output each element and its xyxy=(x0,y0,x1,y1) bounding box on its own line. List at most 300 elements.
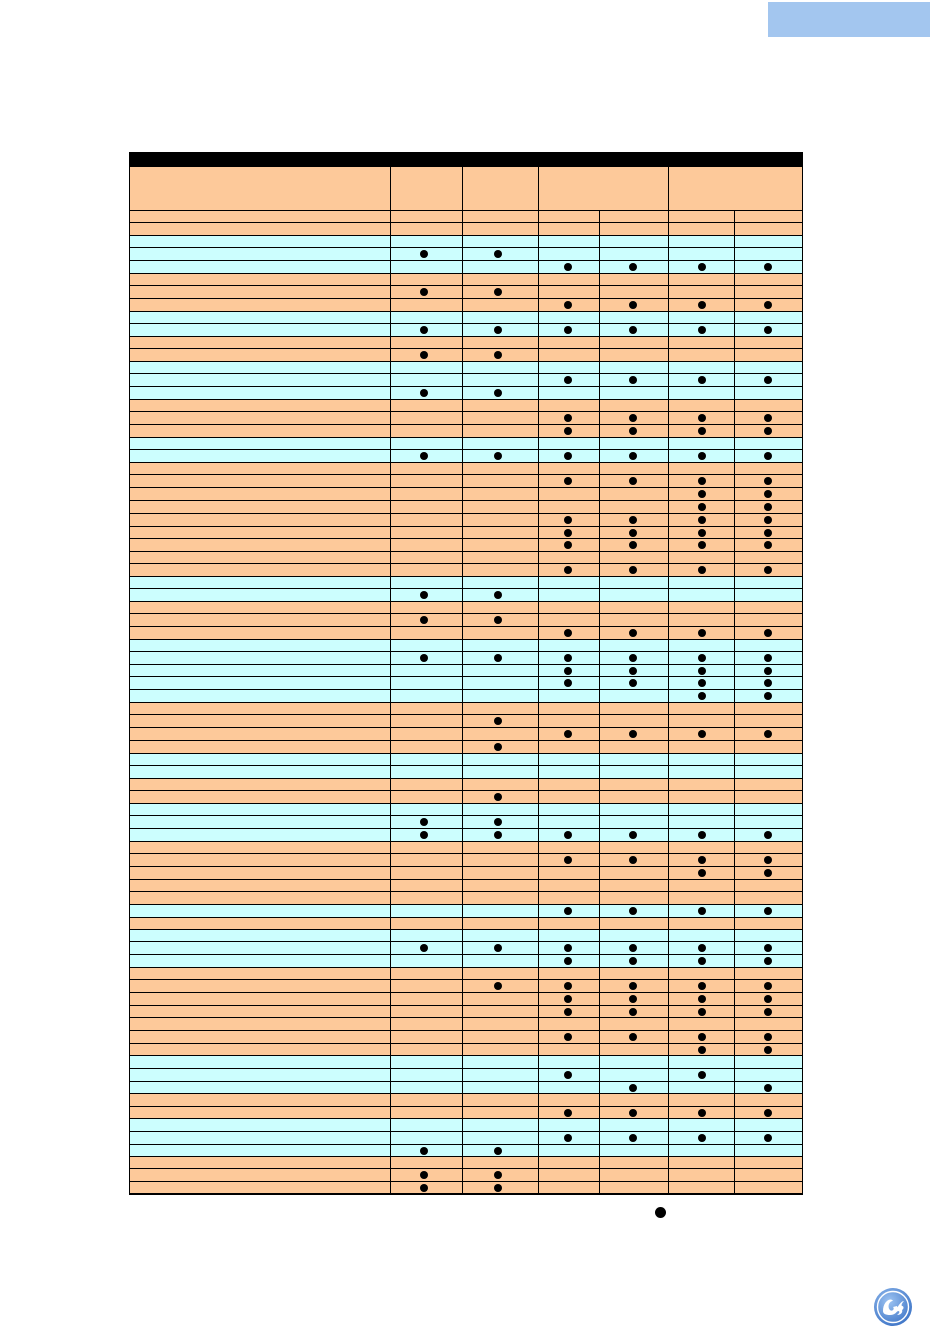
availability-dot-icon xyxy=(698,1008,706,1016)
column-divider xyxy=(390,665,391,676)
column-divider xyxy=(462,552,463,563)
column-divider xyxy=(599,741,600,753)
availability-dot-icon xyxy=(629,427,637,435)
column-divider xyxy=(538,640,539,651)
column-divider xyxy=(462,842,463,853)
column-divider xyxy=(599,539,600,551)
column-divider xyxy=(599,754,600,765)
availability-dot-icon xyxy=(420,654,428,662)
table-row xyxy=(130,867,802,880)
availability-dot-icon xyxy=(564,376,572,384)
column-divider xyxy=(668,1006,669,1017)
column-divider xyxy=(599,400,600,411)
column-divider xyxy=(538,223,539,235)
column-divider xyxy=(538,754,539,765)
availability-dot-icon xyxy=(629,907,637,915)
column-divider xyxy=(599,337,600,348)
column-divider xyxy=(462,167,463,210)
column-divider xyxy=(668,804,669,815)
availability-dot-icon xyxy=(629,654,637,662)
column-divider xyxy=(462,248,463,260)
column-divider xyxy=(390,286,391,298)
column-divider xyxy=(538,1132,539,1144)
column-divider xyxy=(538,337,539,348)
column-divider xyxy=(734,640,735,651)
availability-dot-icon xyxy=(494,743,502,751)
column-divider xyxy=(390,514,391,526)
column-divider xyxy=(462,1031,463,1043)
column-divider xyxy=(734,400,735,411)
column-divider xyxy=(668,1145,669,1156)
column-divider xyxy=(668,728,669,740)
availability-dot-icon xyxy=(698,326,706,334)
table-row xyxy=(130,475,802,488)
table-row xyxy=(130,1145,802,1157)
column-divider xyxy=(734,791,735,803)
availability-dot-icon xyxy=(629,1134,637,1142)
column-divider xyxy=(734,211,735,222)
availability-dot-icon xyxy=(698,907,706,915)
table-row xyxy=(130,387,802,400)
column-divider xyxy=(599,488,600,500)
availability-dot-icon xyxy=(564,263,572,271)
availability-dot-icon xyxy=(420,831,428,839)
column-divider xyxy=(462,690,463,702)
column-divider xyxy=(538,980,539,992)
column-divider xyxy=(390,501,391,513)
table-row xyxy=(130,236,802,248)
availability-dot-icon xyxy=(629,1109,637,1117)
column-divider xyxy=(462,854,463,866)
availability-dot-icon xyxy=(420,326,428,334)
availability-dot-icon xyxy=(698,1071,706,1079)
availability-dot-icon xyxy=(564,629,572,637)
table-row xyxy=(130,1157,802,1169)
column-divider xyxy=(462,527,463,538)
column-divider xyxy=(538,867,539,879)
availability-dot-icon xyxy=(764,566,772,574)
table-row xyxy=(130,614,802,627)
column-divider xyxy=(599,577,600,588)
column-divider xyxy=(390,589,391,601)
availability-dot-icon xyxy=(629,982,637,990)
column-divider xyxy=(390,261,391,273)
availability-dot-icon xyxy=(420,944,428,952)
column-divider xyxy=(462,1018,463,1030)
column-divider xyxy=(734,450,735,462)
table-row xyxy=(130,829,802,842)
table-row xyxy=(130,1119,802,1132)
availability-dot-icon xyxy=(494,793,502,801)
table-row xyxy=(130,450,802,463)
column-divider xyxy=(390,791,391,803)
column-divider xyxy=(668,1107,669,1118)
column-divider xyxy=(599,993,600,1005)
column-divider xyxy=(462,349,463,361)
column-divider xyxy=(462,400,463,411)
column-divider xyxy=(462,791,463,803)
table-row xyxy=(130,514,802,527)
availability-dot-icon xyxy=(564,907,572,915)
availability-dot-icon xyxy=(564,452,572,460)
column-divider xyxy=(462,211,463,222)
column-divider xyxy=(668,602,669,613)
ge-logo-icon xyxy=(873,1287,913,1327)
availability-dot-icon xyxy=(698,427,706,435)
column-divider xyxy=(599,892,600,904)
column-divider xyxy=(734,854,735,866)
column-divider xyxy=(668,867,669,879)
column-divider xyxy=(390,1056,391,1068)
column-divider xyxy=(599,349,600,361)
column-divider xyxy=(734,715,735,727)
column-divider xyxy=(390,627,391,639)
column-divider xyxy=(668,412,669,424)
column-divider xyxy=(734,248,735,260)
column-divider xyxy=(390,223,391,235)
column-divider xyxy=(734,1169,735,1181)
column-divider xyxy=(538,842,539,853)
column-divider xyxy=(599,1145,600,1156)
column-divider xyxy=(462,1145,463,1156)
column-divider xyxy=(390,1169,391,1181)
availability-dot-icon xyxy=(494,288,502,296)
column-divider xyxy=(668,842,669,853)
column-divider xyxy=(462,514,463,526)
availability-dot-icon xyxy=(494,818,502,826)
column-divider xyxy=(734,905,735,917)
column-divider xyxy=(599,450,600,462)
availability-dot-icon xyxy=(698,831,706,839)
column-divider xyxy=(390,993,391,1005)
table-row xyxy=(130,299,802,312)
availability-dot-icon xyxy=(564,982,572,990)
column-divider xyxy=(734,312,735,323)
column-divider xyxy=(599,779,600,790)
column-divider xyxy=(538,942,539,954)
availability-dot-icon xyxy=(698,566,706,574)
column-divider xyxy=(462,766,463,778)
column-divider xyxy=(668,829,669,841)
column-divider xyxy=(538,488,539,500)
availability-dot-icon xyxy=(764,376,772,384)
column-divider xyxy=(599,968,600,979)
column-divider xyxy=(668,438,669,449)
column-divider xyxy=(599,1082,600,1093)
availability-dot-icon xyxy=(764,326,772,334)
column-divider xyxy=(599,552,600,563)
column-divider xyxy=(390,1157,391,1168)
column-divider xyxy=(599,374,600,386)
column-divider xyxy=(734,1157,735,1168)
availability-dot-icon xyxy=(629,629,637,637)
column-divider xyxy=(668,564,669,576)
availability-dot-icon xyxy=(698,944,706,952)
table-row xyxy=(130,1169,802,1182)
availability-dot-icon xyxy=(764,957,772,965)
column-divider xyxy=(462,892,463,904)
column-divider xyxy=(668,425,669,437)
availability-dot-icon xyxy=(564,944,572,952)
column-divider xyxy=(390,552,391,563)
column-divider xyxy=(734,1182,735,1193)
column-divider xyxy=(599,1018,600,1030)
availability-dot-icon xyxy=(564,1008,572,1016)
column-divider xyxy=(390,539,391,551)
column-divider xyxy=(462,425,463,437)
column-divider xyxy=(734,564,735,576)
availability-dot-icon xyxy=(564,427,572,435)
column-divider xyxy=(390,167,391,210)
column-divider xyxy=(390,880,391,891)
column-divider xyxy=(390,1044,391,1055)
availability-dot-icon xyxy=(698,730,706,738)
column-divider xyxy=(668,1082,669,1093)
column-divider xyxy=(668,1182,669,1193)
column-divider xyxy=(462,362,463,373)
column-divider xyxy=(462,955,463,967)
column-divider xyxy=(462,1082,463,1093)
column-divider xyxy=(462,715,463,727)
availability-dot-icon xyxy=(629,730,637,738)
table-row xyxy=(130,337,802,349)
availability-dot-icon xyxy=(629,414,637,422)
availability-dot-icon xyxy=(764,541,772,549)
column-divider xyxy=(538,892,539,904)
column-divider xyxy=(734,223,735,235)
column-divider xyxy=(462,539,463,551)
column-divider xyxy=(734,1145,735,1156)
column-divider xyxy=(734,552,735,563)
column-divider xyxy=(538,475,539,487)
column-divider xyxy=(734,488,735,500)
table-row xyxy=(130,754,802,766)
column-divider xyxy=(599,804,600,815)
availability-dot-icon xyxy=(420,351,428,359)
availability-dot-icon xyxy=(698,477,706,485)
availability-dot-icon xyxy=(494,1184,502,1192)
column-divider xyxy=(734,955,735,967)
column-divider xyxy=(462,412,463,424)
availability-dot-icon xyxy=(698,957,706,965)
availability-dot-icon xyxy=(420,452,428,460)
column-divider xyxy=(668,236,669,247)
column-divider xyxy=(390,577,391,588)
availability-dot-icon xyxy=(564,1109,572,1117)
column-divider xyxy=(538,374,539,386)
column-divider xyxy=(390,842,391,853)
column-divider xyxy=(599,1056,600,1068)
column-divider xyxy=(462,1132,463,1144)
availability-dot-icon xyxy=(764,529,772,537)
availability-dot-icon xyxy=(494,717,502,725)
column-divider xyxy=(390,968,391,979)
column-divider xyxy=(462,816,463,828)
column-divider xyxy=(668,539,669,551)
column-divider xyxy=(390,1069,391,1081)
column-divider xyxy=(462,652,463,664)
column-divider xyxy=(462,741,463,753)
column-divider xyxy=(538,167,539,210)
availability-dot-icon xyxy=(564,1071,572,1079)
column-divider xyxy=(599,286,600,298)
availability-dot-icon xyxy=(629,566,637,574)
column-divider xyxy=(599,589,600,601)
availability-dot-icon xyxy=(698,1046,706,1054)
availability-dot-icon xyxy=(764,907,772,915)
column-divider xyxy=(462,475,463,487)
column-divider xyxy=(734,627,735,639)
table-row xyxy=(130,223,802,236)
availability-dot-icon xyxy=(764,995,772,1003)
column-divider xyxy=(599,312,600,323)
column-divider xyxy=(390,425,391,437)
availability-dot-icon xyxy=(420,288,428,296)
column-divider xyxy=(668,514,669,526)
column-divider xyxy=(668,1069,669,1081)
column-divider xyxy=(390,918,391,929)
column-divider xyxy=(538,552,539,563)
column-divider xyxy=(462,261,463,273)
column-divider xyxy=(462,236,463,247)
column-divider xyxy=(390,1132,391,1144)
availability-dot-icon xyxy=(564,730,572,738)
column-divider xyxy=(390,274,391,285)
column-divider xyxy=(538,286,539,298)
table-row xyxy=(130,640,802,652)
table-row xyxy=(130,1132,802,1145)
column-divider xyxy=(668,1119,669,1131)
availability-dot-icon xyxy=(564,831,572,839)
availability-dot-icon xyxy=(564,667,572,675)
availability-dot-icon xyxy=(629,529,637,537)
column-divider xyxy=(462,1006,463,1017)
column-divider xyxy=(599,324,600,336)
column-divider xyxy=(538,1182,539,1193)
availability-dot-icon xyxy=(564,856,572,864)
column-divider xyxy=(538,1107,539,1118)
column-divider xyxy=(462,829,463,841)
table-row xyxy=(130,741,802,754)
availability-dot-icon xyxy=(629,326,637,334)
column-divider xyxy=(390,728,391,740)
column-divider xyxy=(734,665,735,676)
column-divider xyxy=(462,337,463,348)
table-row xyxy=(130,690,802,703)
column-divider xyxy=(538,527,539,538)
column-divider xyxy=(734,842,735,853)
availability-dot-icon xyxy=(420,818,428,826)
column-divider xyxy=(390,463,391,474)
availability-dot-icon xyxy=(420,250,428,258)
column-divider xyxy=(734,816,735,828)
table-row xyxy=(130,703,802,715)
availability-dot-icon xyxy=(698,452,706,460)
table-column-header xyxy=(130,167,802,211)
column-divider xyxy=(390,905,391,917)
column-divider xyxy=(462,880,463,891)
column-divider xyxy=(390,829,391,841)
column-divider xyxy=(462,1069,463,1081)
column-divider xyxy=(599,677,600,689)
column-divider xyxy=(462,223,463,235)
column-divider xyxy=(462,703,463,714)
table-row xyxy=(130,577,802,589)
availability-dot-icon xyxy=(698,529,706,537)
availability-dot-icon xyxy=(420,389,428,397)
column-divider xyxy=(538,918,539,929)
column-divider xyxy=(538,1018,539,1030)
column-divider xyxy=(599,728,600,740)
availability-dot-icon xyxy=(629,516,637,524)
column-divider xyxy=(599,274,600,285)
column-divider xyxy=(668,463,669,474)
column-divider xyxy=(462,779,463,790)
column-divider xyxy=(734,1044,735,1055)
availability-dot-icon xyxy=(564,1134,572,1142)
table-row xyxy=(130,791,802,804)
column-divider xyxy=(462,1157,463,1168)
column-divider xyxy=(538,1082,539,1093)
table-row xyxy=(130,968,802,980)
table-row xyxy=(130,261,802,274)
column-divider xyxy=(599,299,600,311)
availability-dot-icon xyxy=(698,629,706,637)
availability-dot-icon xyxy=(494,1171,502,1179)
column-divider xyxy=(734,475,735,487)
column-divider xyxy=(599,248,600,260)
availability-dot-icon xyxy=(764,869,772,877)
column-divider xyxy=(599,1069,600,1081)
column-divider xyxy=(734,703,735,714)
table-row xyxy=(130,412,802,425)
availability-dot-icon xyxy=(764,730,772,738)
column-divider xyxy=(538,627,539,639)
column-divider xyxy=(462,299,463,311)
column-divider xyxy=(599,223,600,235)
column-divider xyxy=(462,324,463,336)
column-divider xyxy=(734,501,735,513)
column-divider xyxy=(462,274,463,285)
column-divider xyxy=(538,324,539,336)
column-divider xyxy=(599,652,600,664)
column-divider xyxy=(538,400,539,411)
column-divider xyxy=(538,577,539,588)
column-divider xyxy=(390,804,391,815)
column-divider xyxy=(668,754,669,765)
column-divider xyxy=(599,387,600,399)
column-divider xyxy=(390,816,391,828)
column-divider xyxy=(668,968,669,979)
column-divider xyxy=(390,892,391,904)
column-divider xyxy=(668,261,669,273)
column-divider xyxy=(734,690,735,702)
availability-dot-icon xyxy=(764,1046,772,1054)
column-divider xyxy=(668,312,669,323)
column-divider xyxy=(390,854,391,866)
column-divider xyxy=(734,728,735,740)
column-divider xyxy=(538,602,539,613)
column-divider xyxy=(390,1107,391,1118)
column-divider xyxy=(462,918,463,929)
column-divider xyxy=(390,1018,391,1030)
column-divider xyxy=(599,1157,600,1168)
column-divider xyxy=(668,892,669,904)
column-divider xyxy=(734,374,735,386)
availability-dot-icon xyxy=(764,1109,772,1117)
availability-dot-icon xyxy=(698,1134,706,1142)
column-divider xyxy=(390,400,391,411)
